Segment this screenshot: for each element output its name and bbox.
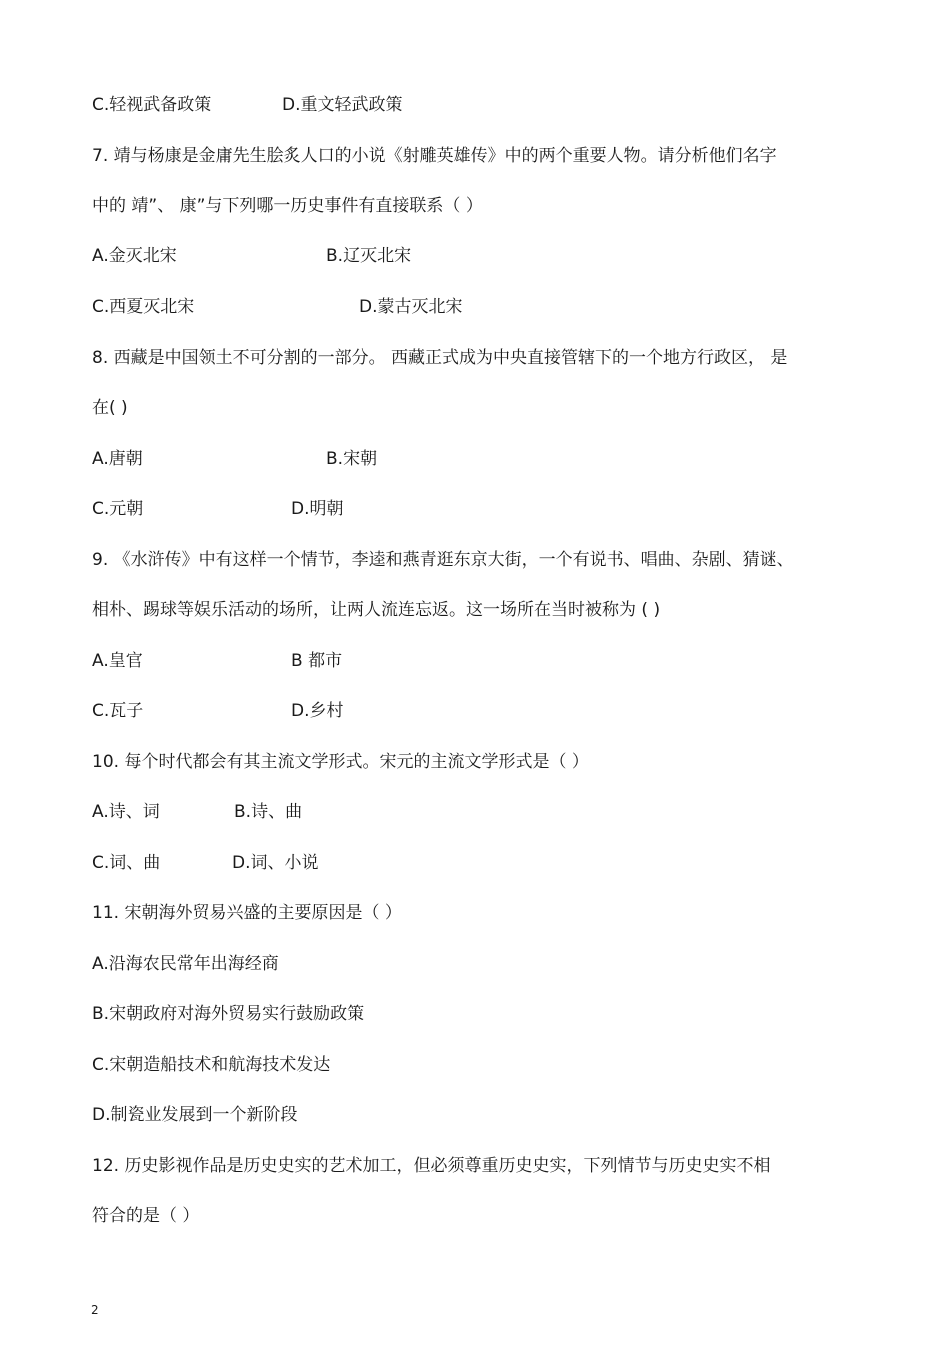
q8-option-a: A.唐朝 — [92, 449, 143, 469]
q11-option-b: B.宋朝政府对海外贸易实行鼓励政策 — [92, 1004, 365, 1024]
q11-question-line1: 11. 宋朝海外贸易兴盛的主要原因是（ ） — [92, 903, 402, 923]
q9-option-c: C.瓦子 — [92, 701, 144, 721]
page-number: 2 — [91, 1303, 99, 1317]
q7-option-a: A.金灭北宋 — [92, 246, 177, 266]
q8-question-line1: 8. 西藏是中国领土不可分割的一部分。 西藏正式成为中央直接管辖下的一个地方行政区， 是 — [92, 348, 788, 368]
q8-option-d: D.明朝 — [291, 499, 344, 519]
q11-option-a: A.沿海农民常年出海经商 — [92, 954, 279, 974]
q7-question-line2: 中的 靖”、 康”与下列哪一历史事件有直接联系（ ） — [92, 196, 483, 216]
q9-question-line1: 9. 《水浒传》中有这样一个情节，李逵和燕青逛东京大街，一个有说书、唱曲、杂剧、猜谜、 — [92, 550, 794, 570]
q10-option-c: C.词、曲 — [92, 853, 161, 873]
q11-option-c: C.宋朝造船技术和航海技术发达 — [92, 1055, 331, 1075]
q12-question-line1: 12. 历史影视作品是历史史实的艺术加工，但必须尊重历史史实，下列情节与历史史实不相 — [92, 1156, 771, 1176]
q6-option-c: C.轻视武备政策 — [92, 95, 212, 115]
q7-question-line1: 7. 靖与杨康是金庸先生脍炙人口的小说《射雕英雄传》中的两个重要人物。请分析他们名字 — [92, 146, 777, 166]
q8-option-b: B.宋朝 — [326, 449, 378, 469]
q9-option-b: B 都市 — [291, 651, 343, 671]
q10-option-a: A.诗、词 — [92, 802, 160, 822]
q7-option-b: B.辽灭北宋 — [326, 246, 412, 266]
q12-question-line2: 符合的是（ ） — [92, 1206, 200, 1226]
q8-question-line2: 在( ) — [92, 398, 128, 418]
q7-option-d: D.蒙古灭北宋 — [359, 297, 463, 317]
q10-question-line1: 10. 每个时代都会有其主流文学形式。宋元的主流文学形式是（ ） — [92, 752, 589, 772]
q9-option-a: A.皇官 — [92, 651, 143, 671]
q7-option-c: C.西夏灭北宋 — [92, 297, 195, 317]
q11-option-d: D.制瓷业发展到一个新阶段 — [92, 1105, 298, 1125]
q8-option-c: C.元朝 — [92, 499, 144, 519]
q9-question-line2: 相朴、踢球等娱乐活动的场所，让两人流连忘返。这一场所在当时被称为 ( ) — [92, 600, 661, 620]
q10-option-b: B.诗、曲 — [234, 802, 303, 822]
q9-option-d: D.乡村 — [291, 701, 344, 721]
q6-option-d: D.重文轻武政策 — [282, 95, 403, 115]
q10-option-d: D.词、小说 — [232, 853, 319, 873]
